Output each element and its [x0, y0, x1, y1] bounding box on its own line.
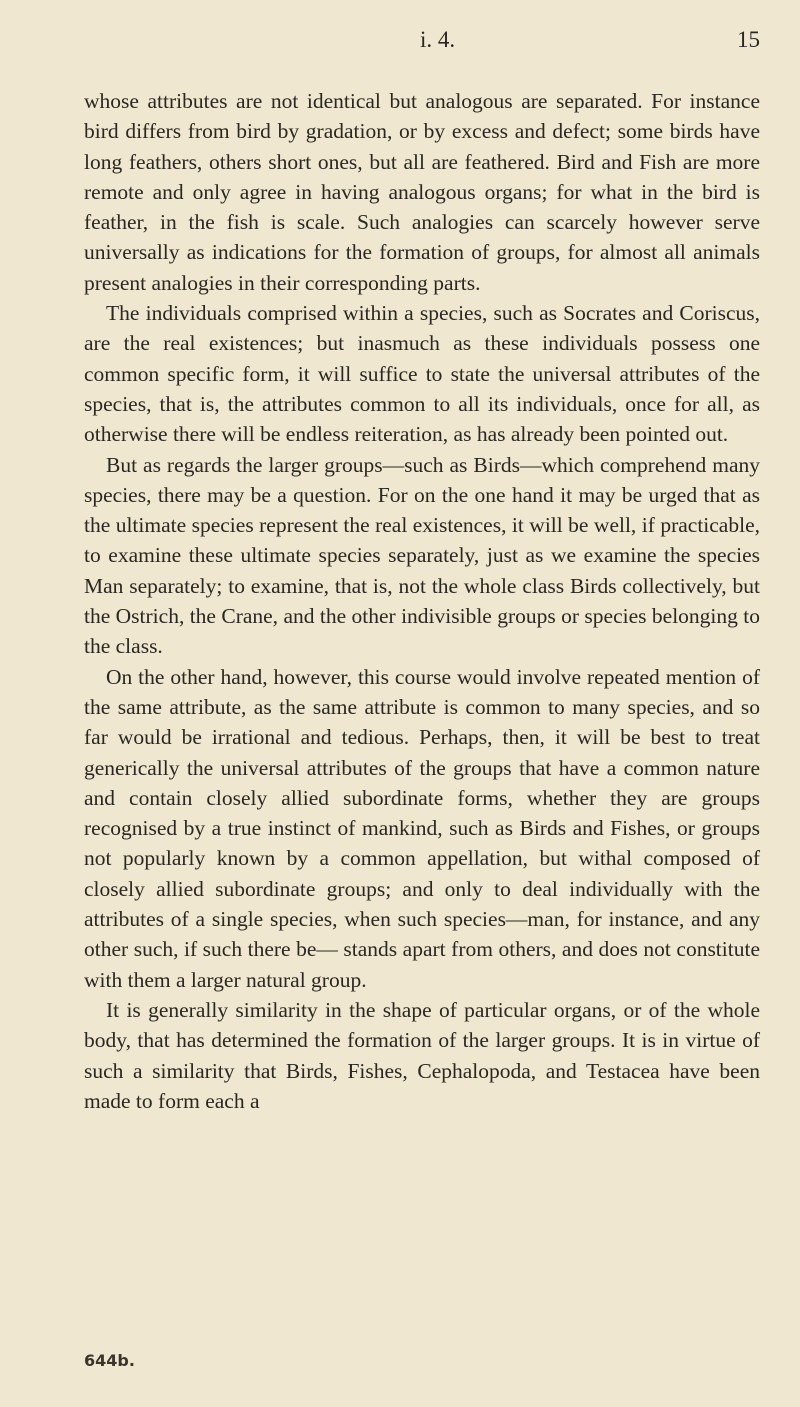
bekker-marginal-reference: 644b.	[84, 1351, 135, 1370]
body-text	[84, 86, 760, 1116]
paragraph-continuation: whose attributes are not identical but analogous are separated. For instance bird differs from bird by gradation, or by excess and defect; some birds have long feathers, others short ones, but all are feathered. Bird and Fish are more remote and only agree in having analogous organs; for what in the bird is feather, in the fish is scale. Such analogies can scarcely however serve universally as indications for the formation of groups, for almost all animals present analogies in their corresponding parts.	[84, 89, 760, 295]
paragraph-similarity: It is generally similarity in the shape of particular organs, or of the whole body, that has determined the formation of the larger groups. It is in virtue of such a similarity that Birds, Fishes, Cephalopoda, and Testacea have been made to form each a	[84, 997, 760, 1113]
paragraph-larger-groups: But as regards the larger groups—such as Birds—which comprehend many species, there may be a question. For on the one hand it may be urged that as the ultimate species represent the real existences, it will be well, if practicable, to examine these ultimate species separately, just as we examine the species Man separately; to examine, that is, not the whole class Birds collectively, but the Ostrich, the Crane, and the other indivisible groups or species belonging to the class.	[84, 452, 760, 659]
paragraph-individuals: The individuals comprised within a species, such as Socrates and Coriscus, are the real existences; but inasmuch as these individuals possess one common specific form, it will suffice to state the universal attributes of the species, that is, the attributes common to all its individuals, once for all, as otherwise there will be endless reiteration, as has already been pointed out.	[84, 301, 760, 447]
running-head	[420, 27, 760, 57]
section-reference: i. 4.	[420, 27, 456, 52]
paragraph-other-hand: On the other hand, however, this course would involve repeated mention of the same attribute, as the same attribute is common to many species, and so far would be irrational and tedious. Perhaps, then, it will be best to treat generically the universal attributes of the groups that have a common nature and contain closely allied subordinate forms, whether they are groups recognised by a true instinct of mankind, such as Birds and Fishes, or groups not popularly known by a common appellation, but withal composed of closely allied subordinate groups; and only to deal individually with the attributes of a single species, when such species—man, for instance, and any other such, if such there be— stands apart from others, and does not constitute with them a larger natural group.	[84, 664, 760, 992]
page-number: 15	[737, 27, 760, 52]
